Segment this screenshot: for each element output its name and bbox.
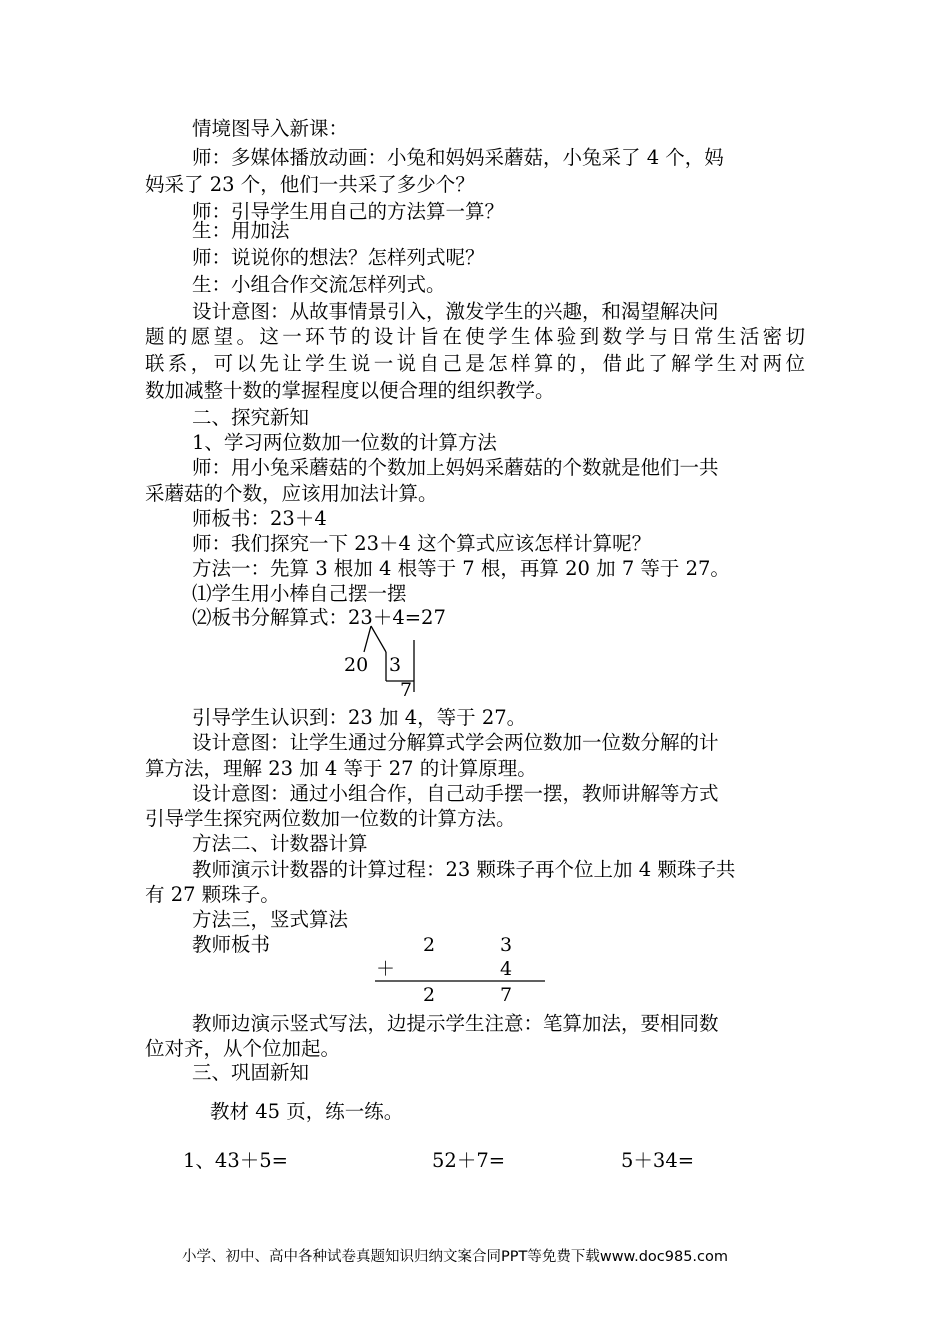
text-line: 设计意图：通过小组合作，自己动手摆一摆，教师讲解等方式 xyxy=(192,782,719,805)
text-line: 师：说说你的想法？怎样列式呢？ xyxy=(192,246,485,269)
text-line: 题的愿望。这一环节的设计旨在使学生体验到数学与日常生活密切 xyxy=(145,325,805,348)
text-line: 教材 45 页，练一练。 xyxy=(210,1100,404,1123)
text-line: 位对齐，从个位加起。 xyxy=(145,1037,341,1060)
text-line: 设计意图：从故事情景引入，激发学生的兴趣，和渴望解决问 xyxy=(192,300,719,323)
text-line: 有 27 颗珠子。 xyxy=(145,883,280,906)
split-line-right xyxy=(371,626,386,652)
text-line: 数加减整十数的掌握程度以便合理的组织教学。 xyxy=(145,379,555,402)
page-footer: 小学、初中、高中各种试卷真题知识归纳文案合同PPT等免费下载www.doc985.com xyxy=(182,1249,728,1265)
vertical-result-ones: 7 xyxy=(500,984,513,1006)
text-line: 师：我们探究一下 23＋4 这个算式应该怎样计算呢？ xyxy=(192,532,652,555)
tens-part: 20 xyxy=(344,654,369,676)
text-line: 引导学生认识到：23 加 4，等于 27。 xyxy=(192,706,527,729)
section-heading: 三、巩固新知 xyxy=(192,1061,310,1084)
text-line: 方法二、计数器计算 xyxy=(192,832,368,855)
text-line: 方法三，竖式算法 xyxy=(192,908,349,931)
partial-sum: 7 xyxy=(400,679,413,701)
text-line: 教师边演示竖式写法，边提示学生注意：笔算加法，要相同数 xyxy=(192,1012,719,1035)
vertical-top-tens: 2 xyxy=(423,934,436,956)
subsection-heading: 1、学习两位数加一位数的计算方法 xyxy=(192,431,497,454)
text-line: 算方法，理解 23 加 4 等于 27 的计算原理。 xyxy=(145,757,537,780)
text-line: 师板书：23＋4 xyxy=(192,507,327,530)
exercise-item: 5＋34= xyxy=(621,1149,695,1172)
vertical-plus-sign: ＋ xyxy=(376,958,396,980)
text-line: 师：引导学生用自己的方法算一算？ xyxy=(192,200,505,223)
text-line: 联系，可以先让学生说一说自己是怎样算的，借此了解学生对两位 xyxy=(145,352,805,375)
text-line: 教师板书 xyxy=(192,933,271,956)
exercise-item: 1、43＋5= xyxy=(183,1149,288,1172)
section-heading: 二、探究新知 xyxy=(192,406,310,429)
text-line: 教师演示计数器的计算过程：23 颗珠子再个位上加 4 颗珠子共 xyxy=(192,858,736,881)
text-line: 引导学生探究两位数加一位数的计算方法。 xyxy=(145,807,516,830)
text-line: 生：小组合作交流怎样列式。 xyxy=(192,273,446,296)
text-line: 师：用小兔采蘑菇的个数加上妈妈采蘑菇的个数就是他们一共 xyxy=(192,456,719,479)
text-line: 师：多媒体播放动画：小兔和妈妈采蘑菇，小兔采了 4 个，妈 xyxy=(192,146,724,169)
text-line: 生：用加法 xyxy=(192,219,290,242)
text-line: 方法一：先算 3 根加 4 根等于 7 根，再算 20 加 7 等于 27。 xyxy=(192,557,730,580)
text-line: 情境图导入新课： xyxy=(192,117,349,140)
split-line-left xyxy=(364,626,371,652)
ones-part: 3 xyxy=(389,654,402,676)
text-line: 采蘑菇的个数，应该用加法计算。 xyxy=(145,482,438,505)
text-line: ⑴学生用小棒自己摆一摆 xyxy=(192,582,407,605)
exercise-item: 52＋7= xyxy=(432,1149,506,1172)
text-line: ⑵板书分解算式：23＋4=27 xyxy=(192,606,446,629)
vertical-result-tens: 2 xyxy=(423,984,436,1006)
vertical-top-ones: 3 xyxy=(500,934,513,956)
text-line: 妈采了 23 个，他们一共采了多少个？ xyxy=(145,173,475,196)
vertical-addend-ones: 4 xyxy=(500,958,513,980)
text-line: 设计意图：让学生通过分解算式学会两位数加一位数分解的计 xyxy=(192,731,719,754)
